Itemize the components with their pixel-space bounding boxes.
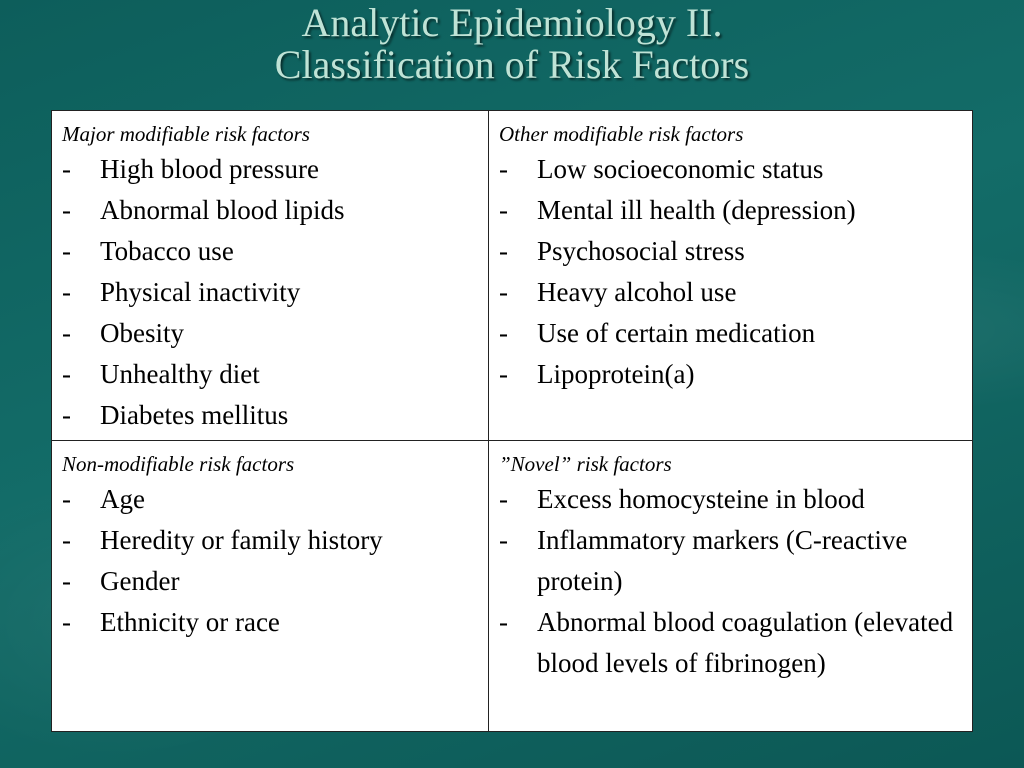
list-item-text: Tobacco use	[100, 236, 234, 266]
bullet-dash: -	[62, 607, 71, 637]
list-item	[62, 231, 480, 272]
bullet-dash: -	[62, 400, 71, 430]
bullet-dash: -	[499, 359, 508, 389]
list-item	[62, 520, 480, 561]
list-item-text: Ethnicity or race	[100, 607, 280, 637]
cell-heading: Non-modifiable risk factors	[62, 452, 295, 476]
list-item	[62, 395, 480, 436]
list-item	[499, 479, 964, 520]
factor-list	[62, 149, 480, 436]
list-item-text: Heavy alcohol use	[537, 277, 737, 307]
cell-major-modifiable	[52, 111, 489, 441]
list-item-text: Mental ill health (depression)	[537, 195, 856, 225]
bullet-dash: -	[62, 154, 71, 184]
bullet-dash: -	[62, 566, 71, 596]
list-item-text: Age	[100, 484, 145, 514]
bullet-dash: -	[499, 195, 508, 225]
list-item-text: Heredity or family history	[100, 525, 383, 555]
list-item-text: Gender	[100, 566, 180, 596]
list-item-text: Use of certain medication	[537, 318, 816, 348]
list-item-text: Inflammatory markers (C-reactive protein)	[537, 525, 908, 596]
bullet-dash: -	[499, 236, 508, 266]
factor-list	[62, 479, 480, 643]
bullet-dash: -	[62, 318, 71, 348]
list-item	[499, 602, 964, 684]
cell-non-modifiable	[52, 441, 489, 732]
bullet-dash: -	[499, 318, 508, 348]
list-item-text: Physical inactivity	[100, 277, 301, 307]
list-item-text: Abnormal blood coagulation (elevated blood levels of fibrinogen)	[537, 607, 954, 678]
bullet-dash: -	[62, 525, 71, 555]
bullet-dash: -	[62, 277, 71, 307]
bullet-dash: -	[499, 525, 508, 555]
bullet-dash: -	[499, 154, 508, 184]
list-item	[499, 354, 964, 395]
bullet-dash: -	[499, 277, 508, 307]
list-item-text: Lipoprotein(a)	[537, 359, 695, 389]
cell-heading: ”Novel” risk factors	[499, 452, 672, 476]
list-item-text: Psychosocial stress	[537, 236, 745, 266]
cell-novel	[489, 441, 973, 732]
bullet-dash: -	[499, 484, 508, 514]
list-item	[62, 272, 480, 313]
title-line-2: Classification of Risk Factors	[274, 42, 750, 87]
list-item	[499, 520, 964, 602]
list-item-text: Excess homocysteine in blood	[537, 484, 865, 514]
list-item	[62, 354, 480, 395]
cell-heading: Other modifiable risk factors	[499, 122, 744, 146]
list-item	[499, 149, 964, 190]
list-item-text: High blood pressure	[100, 154, 319, 184]
factor-list	[499, 149, 964, 395]
bullet-dash: -	[62, 195, 71, 225]
list-item	[62, 479, 480, 520]
list-item	[499, 272, 964, 313]
list-item-text: Unhealthy diet	[100, 359, 260, 389]
list-item	[62, 190, 480, 231]
table-row	[52, 111, 973, 441]
list-item	[62, 602, 480, 643]
list-item	[499, 313, 964, 354]
bullet-dash: -	[62, 359, 71, 389]
cell-heading: Major modifiable risk factors	[62, 122, 310, 146]
list-item-text: Obesity	[100, 318, 184, 348]
list-item	[499, 231, 964, 272]
title-line-1: Analytic Epidemiology II.	[301, 0, 723, 45]
cell-other-modifiable	[489, 111, 973, 441]
bullet-dash: -	[62, 236, 71, 266]
list-item	[499, 190, 964, 231]
slide-title	[0, 2, 1024, 86]
bullet-dash: -	[62, 484, 71, 514]
list-item	[62, 561, 480, 602]
bullet-dash: -	[499, 607, 508, 637]
list-item	[62, 149, 480, 190]
list-item-text: Abnormal blood lipids	[100, 195, 345, 225]
list-item-text: Diabetes mellitus	[100, 400, 289, 430]
list-item-text: Low socioeconomic status	[537, 154, 824, 184]
list-item	[62, 313, 480, 354]
factor-list	[499, 479, 964, 684]
table-row	[52, 441, 973, 732]
risk-factor-table	[51, 110, 973, 732]
